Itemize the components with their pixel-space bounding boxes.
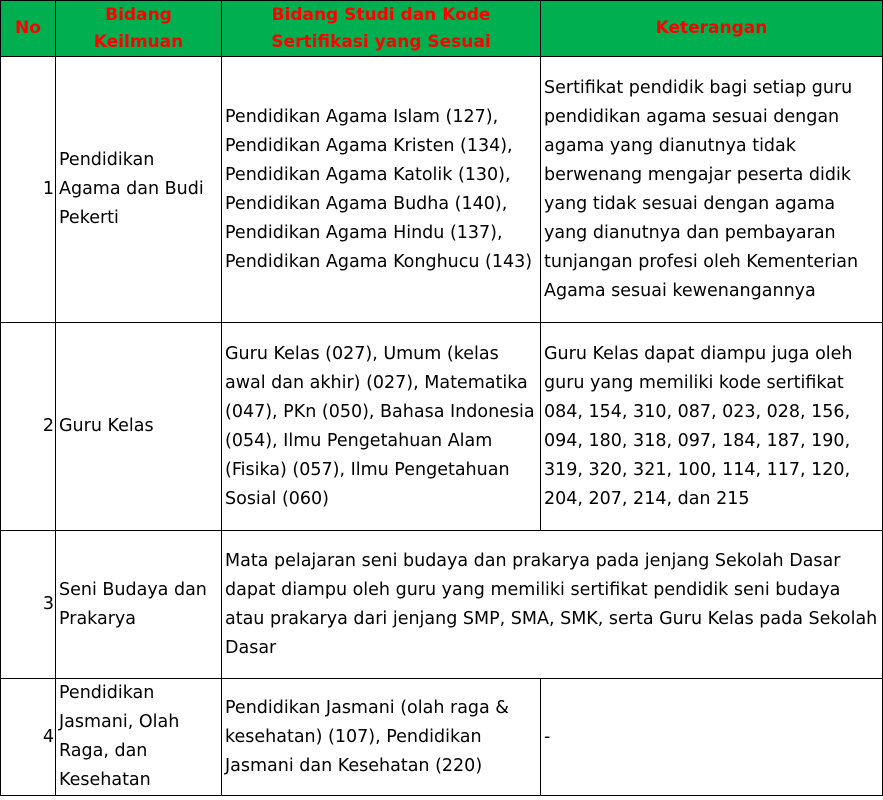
studi-line: Pendidikan Agama Katolik (130), (225, 164, 511, 185)
table-row (1, 679, 883, 796)
studi-line: Pendidikan Agama Kristen (134), (225, 135, 513, 156)
table-row (1, 57, 883, 323)
row-number: 3 (1, 531, 56, 679)
header-keterangan: Keterangan (541, 1, 883, 57)
keterangan-cell: Sertifikat pendidik bagi setiap guru pendidikan agama sesuai dengan agama yang dianutnya tidak berwenang mengajar peserta didik yang tidak sesuai dengan agama yang dianutnya dan pembayaran tunjangan profesi oleh Kementerian Agama sesuai kewenangannya (541, 57, 883, 323)
studi-line: Pendidikan Agama Hindu (137), (225, 222, 503, 243)
bidang-keilmuan-cell: Pendidikan Jasmani, Olah Raga, dan Kesehatan (56, 679, 222, 796)
merged-description-cell: Mata pelajaran seni budaya dan prakarya pada jenjang Sekolah Dasar dapat diampu oleh guru yang memiliki sertifikat pendidik seni budaya atau prakarya dari jenjang SMP, SMA, SMK, serta Guru Kelas pada Sekolah Dasar (222, 531, 883, 679)
studi-line: Pendidikan Agama Islam (127), (225, 106, 499, 127)
bidang-keilmuan-cell: Pendidikan Agama dan Budi Pekerti (56, 57, 222, 323)
table-row (1, 323, 883, 531)
row-number: 1 (1, 57, 56, 323)
row-number: 4 (1, 679, 56, 796)
keterangan-cell: Guru Kelas dapat diampu juga oleh guru yang memiliki kode sertifikat 084, 154, 310, 087, 023, 028, 156, 094, 180, 318, 097, 184, 187, 190, 319, 320, 321, 100, 114, 117, 120, 204, 207, 214, dan 215 (541, 323, 883, 531)
bidang-studi-cell: Guru Kelas (027), Umum (kelas awal dan akhir) (027), Matematika (047), PKn (050), Bahasa Indonesia (054), Ilmu Pengetahuan Alam (Fisika) (057), Ilmu Pengetahuan Sosial (060) (222, 323, 541, 531)
bidang-keilmuan-cell: Seni Budaya dan Prakarya (56, 531, 222, 679)
header-no: No (1, 1, 56, 57)
bidang-studi-cell: Pendidikan Jasmani (olah raga & kesehatan) (107), Pendidikan Jasmani dan Kesehatan (220) (222, 679, 541, 796)
studi-line: Pendidikan Agama Budha (140), (225, 193, 508, 214)
header-row (1, 1, 883, 57)
studi-line: Pendidikan Agama Konghucu (143) (225, 251, 533, 272)
header-bidang-keilmuan: Bidang Keilmuan (56, 1, 222, 57)
keterangan-cell: - (541, 679, 883, 796)
bidang-keilmuan-cell: Guru Kelas (56, 323, 222, 531)
header-bidang-studi: Bidang Studi dan Kode Sertifikasi yang Sesuai (222, 1, 541, 57)
table-row (1, 531, 883, 679)
row-number: 2 (1, 323, 56, 531)
bidang-studi-cell (222, 57, 541, 323)
